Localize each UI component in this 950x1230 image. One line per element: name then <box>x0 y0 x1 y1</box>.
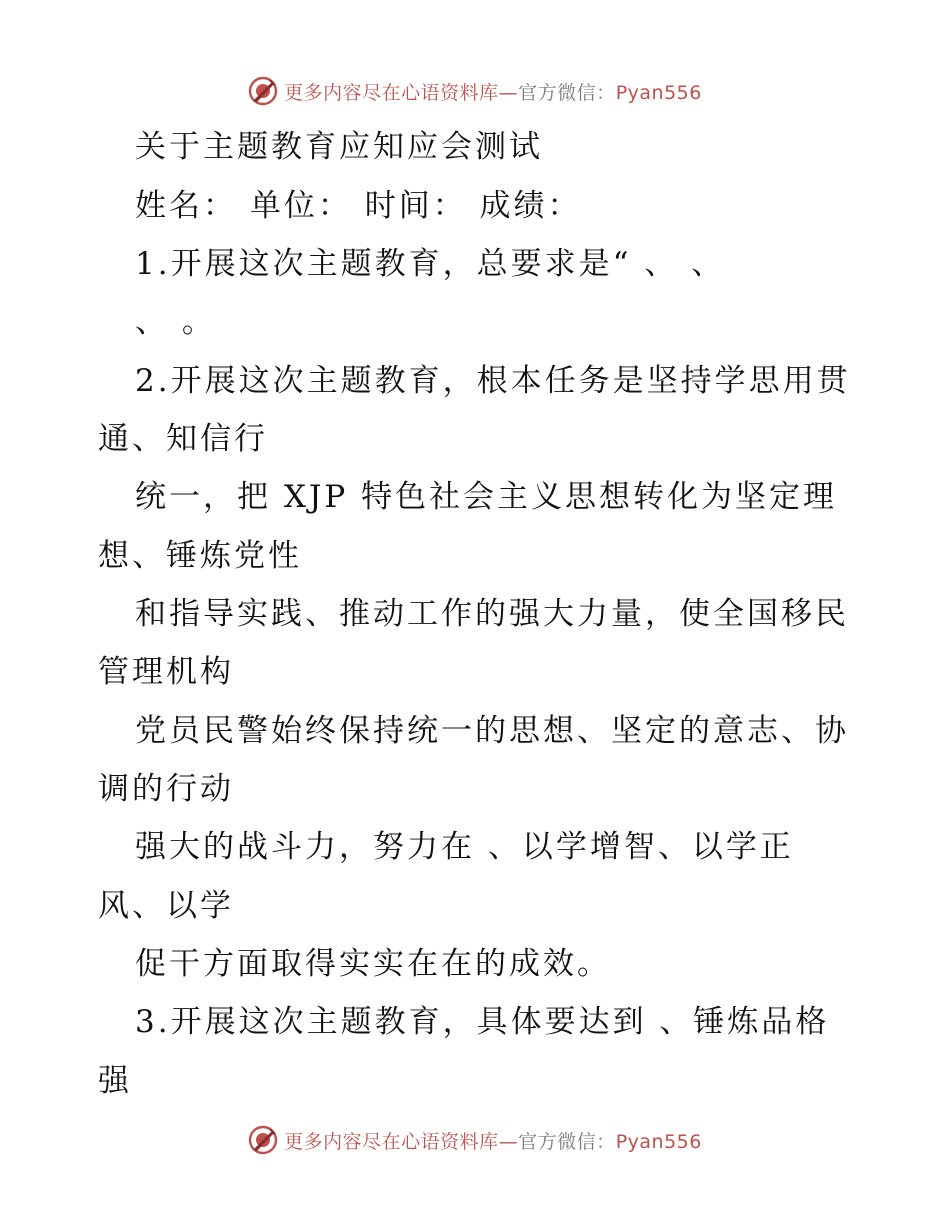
question-2-continuation: 通、知信行 <box>98 421 268 457</box>
question-3-line: 3.开展这次主题教育，具体要达到 、锤炼品格 <box>135 1004 830 1040</box>
paragraph-line: 想、锤炼党性 <box>98 538 302 574</box>
info-fields-line: 姓名： 单位： 时间： 成绩： <box>135 188 582 224</box>
watermark-site: 更多内容尽在心语资料库 <box>284 1130 499 1153</box>
watermark-wechat-label: 官方微信： <box>518 81 616 104</box>
paragraph-line: 风、以学 <box>98 888 234 924</box>
doc-title: 关于主题教育应知应会测试 <box>135 129 543 165</box>
watermark-wechat-id: Pyan556 <box>615 81 702 104</box>
paragraph-line: 统一，把 XJP 特色社会主义思想转化为坚定理 <box>135 479 838 515</box>
watermark-wechat-id: Pyan556 <box>615 1130 702 1153</box>
question-1-continuation: 、 。 <box>135 304 216 340</box>
paragraph-line: 和指导实践、推动工作的强大力量，使全国移民 <box>135 596 849 632</box>
question-1-line: 1.开展这次主题教育，总要求是“ 、 、 <box>135 246 726 282</box>
paragraph-line: 调的行动 <box>98 771 234 807</box>
paragraph-line: 管理机构 <box>98 654 234 690</box>
footer-watermark <box>0 1120 950 1160</box>
paragraph-line: 促干方面取得实实在在的成效。 <box>135 946 611 982</box>
paragraph-line: 党员民警始终保持统一的思想、坚定的意志、协 <box>135 713 849 749</box>
watermark-wechat-label: 官方微信： <box>518 1130 616 1153</box>
question-2-line: 2.开展这次主题教育，根本任务是坚持学思用贯 <box>135 363 851 399</box>
quill-logo-icon <box>248 1125 278 1155</box>
question-3-continuation: 强 <box>98 1063 132 1099</box>
paragraph-line: 强大的战斗力，努力在 、以学增智、以学正 <box>135 829 794 865</box>
watermark-dash: — <box>498 81 519 104</box>
watermark-dash: — <box>498 1130 519 1153</box>
watermark-text <box>284 1127 702 1154</box>
watermark-site: 更多内容尽在心语资料库 <box>284 81 499 104</box>
